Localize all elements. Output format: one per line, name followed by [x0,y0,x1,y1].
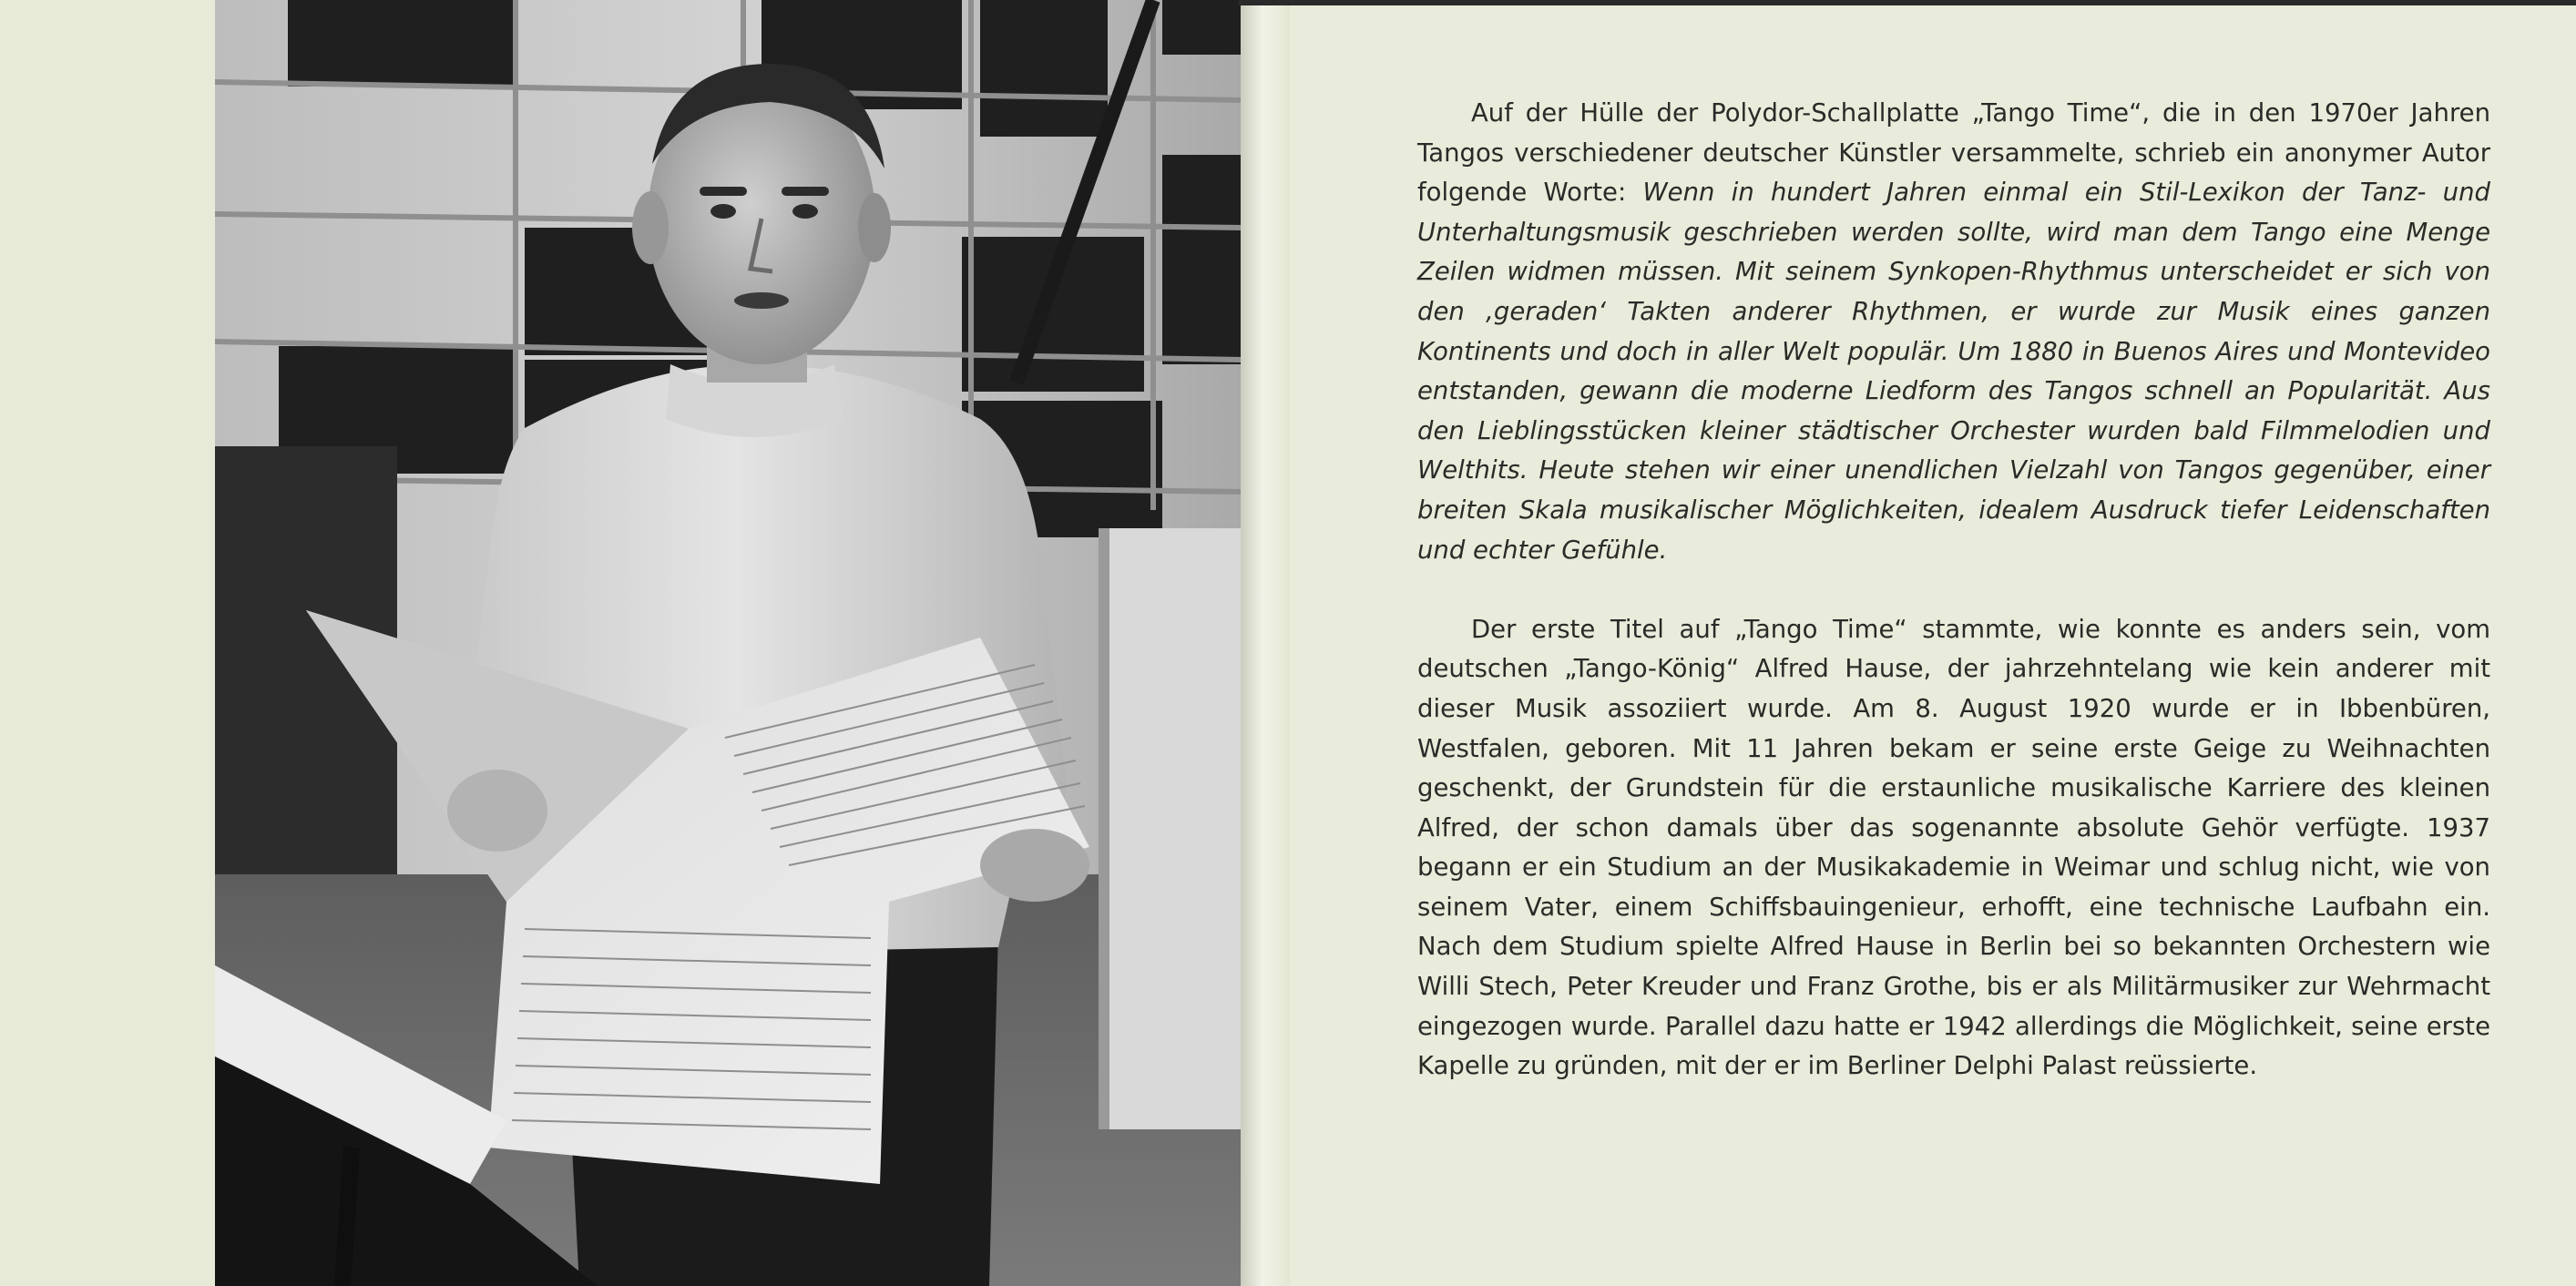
paragraph-2: Der erste Titel auf „Tango Time“ stammte, wie konnte es anders sein, vom deutschen „Tango-König“ Alfred Hause, der jahrzehntelang wie kein anderer mit dieser Musik assoziiert wurde. Am 8. August 1920 wurde er in Ibbenbüren, Westfalen, geboren. Mit 11 Jahren bekam er seine erste Geige zu Weihnachten geschenkt, der Grundstein für die erstaunliche musikalische Karriere des kleinen Alfred, der schon damals über das sogenannte absolute Gehör verfügte. 1937 begann er ein Studium an der Musikakademie in Weimar und schlug nicht, wie von seinem Vater, einem Schiffsbauingenieur, erhofft, eine technische Laufbahn ein. Nach dem Studium spielte Alfred Hause in Berlin bei so bekannten Orchestern wie Willi Stech, Peter Kreuder und Franz Grothe, bis er als Militärmusiker zur Wehrmacht eingezogen wurde. Parallel dazu hatte er 1942 allerdings die Möglichkeit, seine erste Kapelle zu gründen, mit der er im Berliner Delphi Palast reüssierte. [1417,614,2490,1081]
book-gutter [1241,0,1290,1286]
left-page [0,0,1246,1286]
paragraph-1-quote: Wenn in hundert Jahren einmal ein Stil-Lexikon der Tanz- und Unterhaltungsmusik geschrieben werden sollte, wird man dem Tango eine Menge Zeilen widmen müssen. Mit seinem Synkopen-Rhythmus unterscheidet er sich von den ‚geraden‘ Takten anderer Rhythmen, er wurde zur Musik eines ganzen Kontinents und doch in aller Welt populär. Um 1880 in Buenos Aires und Montevideo entstanden, gewann die moderne Liedform des Tangos schnell an Popularität. Aus den Lieblingsstücken kleiner städtischer Orchester wurden bald Filmmelodien und Welthits. Heute stehen wir einer unendlichen Vielzahl von Tangos gegenüber, einer breiten Skala musikalischer Möglichkeiten, idealem Ausdruck tiefer Leidenschaften und echter Gefühle. [1417,178,2490,565]
portrait-photo [215,0,1242,1286]
paragraph-1-intro: Auf der Hülle der Polydor-Schallplatte „Tango Time“, die in den 1970er Jahren Tangos verschiedener deutscher Künstler versammelte, schrieb ein anonymer Autor folgende Worte: [1417,98,2490,208]
top-edge-shadow [1239,0,2576,5]
portrait-photo-icon [215,0,1242,1286]
body-text [1417,94,2490,1087]
paragraph-1 [1417,94,2490,570]
